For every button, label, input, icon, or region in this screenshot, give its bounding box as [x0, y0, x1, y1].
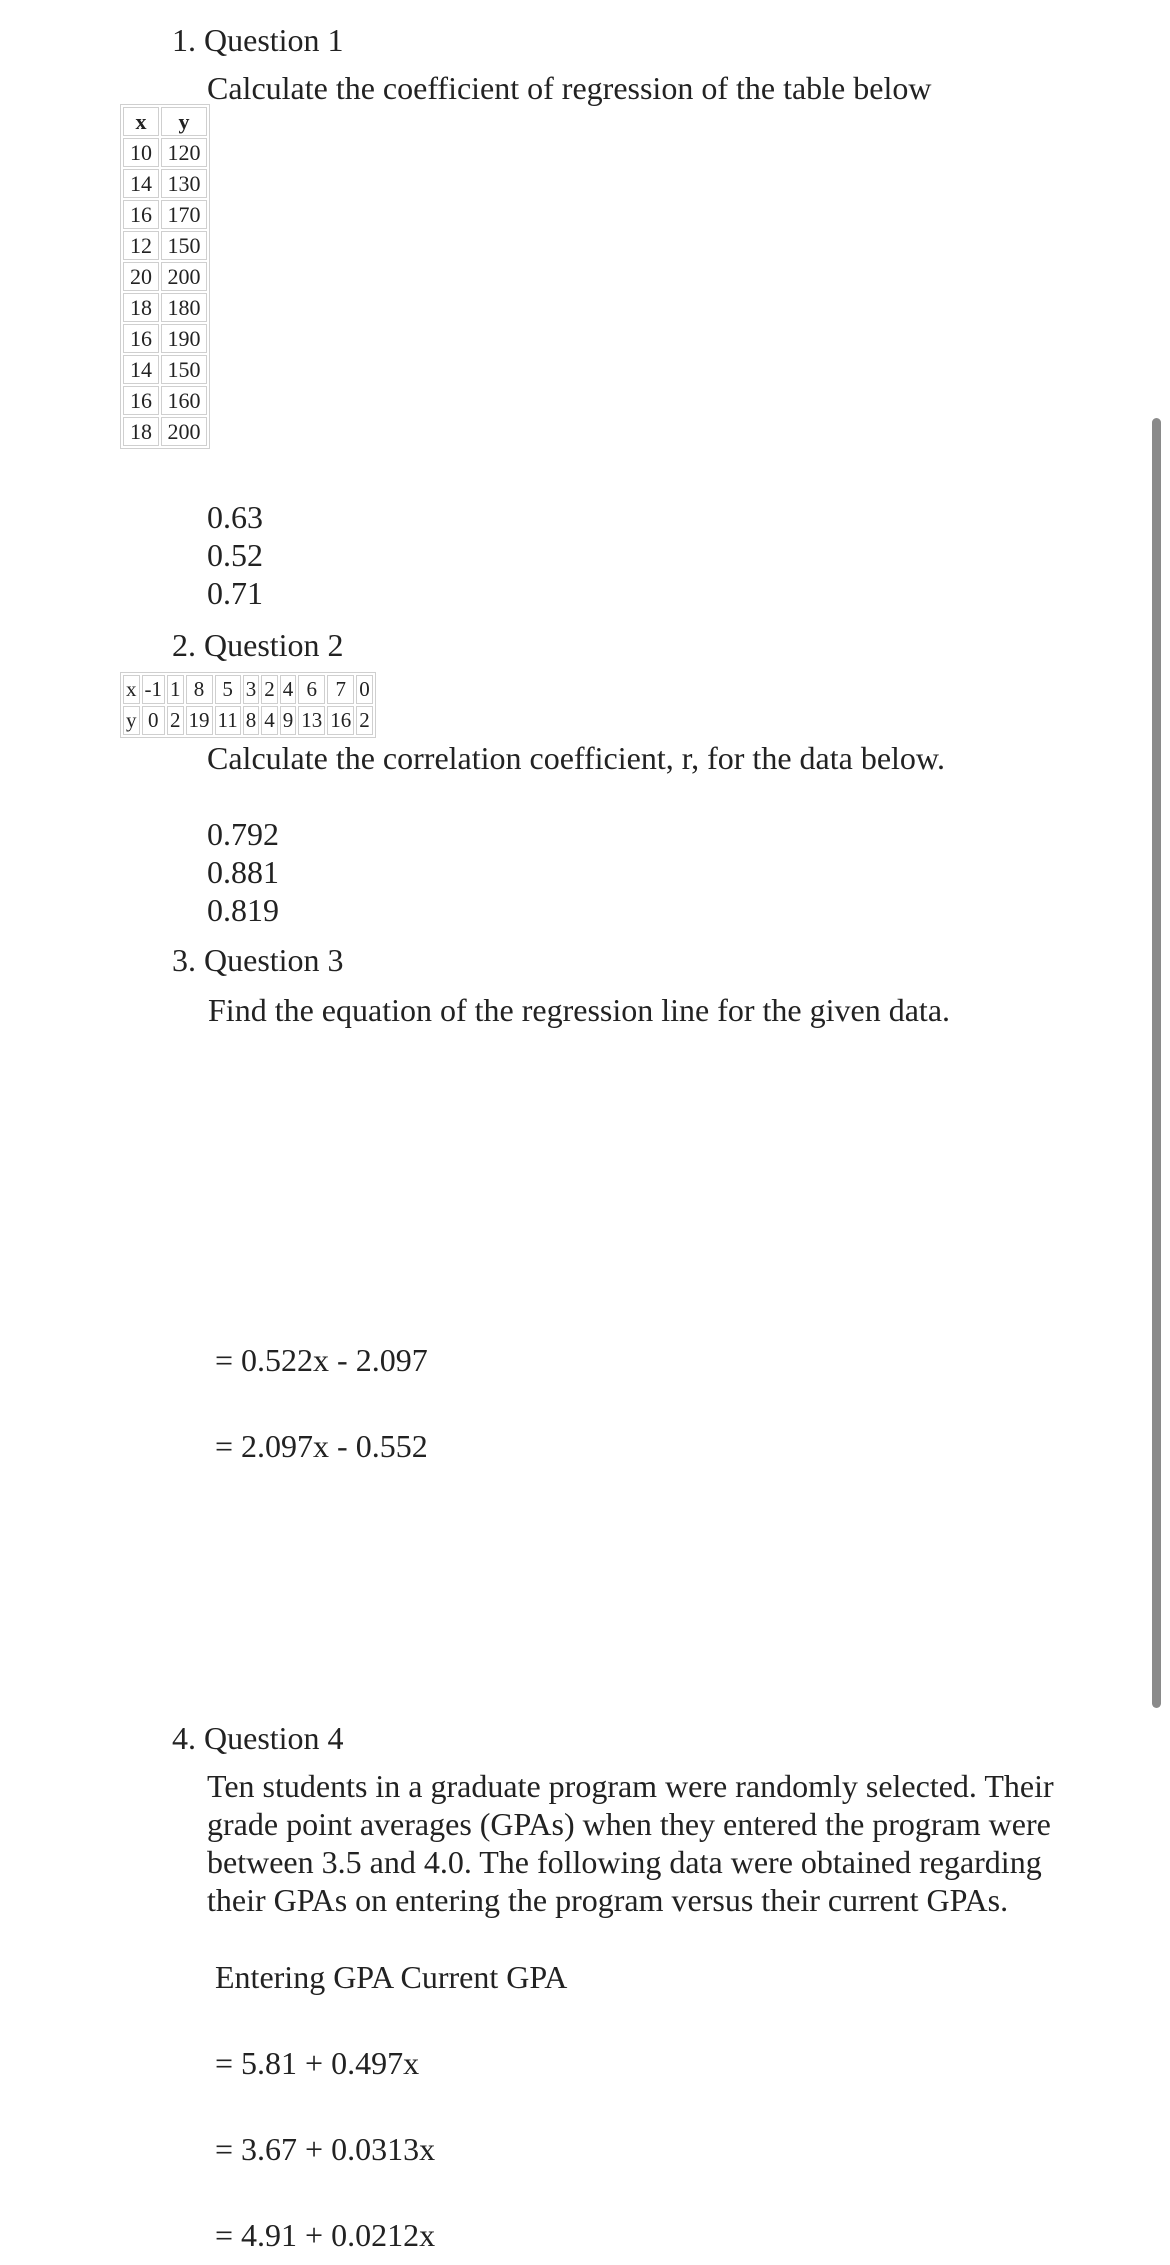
table-row: [123, 262, 207, 291]
cell-y: 4: [261, 706, 278, 735]
cell-y: 2: [167, 706, 184, 735]
question-2-number: 2.: [172, 627, 196, 663]
cell-x: -1: [142, 675, 166, 704]
cell-x: 20: [123, 262, 159, 291]
question-1-table-wrapper: [120, 104, 210, 449]
cell-x: 18: [123, 293, 159, 322]
cell-y: 16: [327, 706, 354, 735]
question-2-title: [172, 625, 344, 665]
vertical-scrollbar[interactable]: [1152, 418, 1161, 1708]
cell-x: 7: [327, 675, 354, 704]
cell-y: 0: [142, 706, 166, 735]
cell-x: 4: [280, 675, 297, 704]
question-4-paragraph: Ten students in a graduate program were randomly selected. Their grade point averages (GPAs) when they entered the program were between 3.5 and 4.0. The following data were obtained regarding their GPAs on entering the program versus their current GPAs.: [207, 1768, 1054, 1918]
question-4-option-3[interactable]: = 4.91 + 0.0212x: [215, 2217, 436, 2253]
question-1-option-2[interactable]: 0.52: [207, 537, 263, 573]
question-2-table: [120, 672, 376, 738]
question-4-title: [172, 1718, 344, 1758]
cell-y: 200: [161, 262, 207, 291]
cell-y: 150: [161, 355, 207, 384]
question-4-table-caption: Entering GPA Current GPA: [215, 1959, 568, 1995]
question-4-option-2[interactable]: = 3.67 + 0.0313x: [215, 2131, 436, 2167]
cell-x: 16: [123, 200, 159, 229]
cell-y: 160: [161, 386, 207, 415]
cell-x: 0: [356, 675, 373, 704]
question-3-prompt: Find the equation of the regression line for the given data.: [208, 992, 951, 1028]
cell-y: 170: [161, 200, 207, 229]
cell-x: 8: [186, 675, 213, 704]
question-3-option-2[interactable]: = 2.097x - 0.552: [215, 1428, 428, 1464]
cell-y: 120: [161, 138, 207, 167]
cell-label: x: [123, 675, 140, 704]
question-3-label: Question 3: [204, 942, 344, 978]
question-2-label: Question 2: [204, 627, 344, 663]
cell-x: 2: [261, 675, 278, 704]
cell-y: 8: [243, 706, 260, 735]
question-1-option-1[interactable]: 0.63: [207, 499, 263, 535]
question-1-table: [120, 104, 210, 449]
question-3-title: [172, 940, 344, 980]
question-1-title: [172, 20, 344, 60]
cell-y: 9: [280, 706, 297, 735]
cell-y: 190: [161, 324, 207, 353]
question-2-prompt: Calculate the correlation coefficient, r, for the data below.: [207, 740, 945, 776]
header-x: x: [123, 107, 159, 136]
cell-x: 14: [123, 169, 159, 198]
question-1-number: 1.: [172, 22, 196, 58]
table-row-x: [123, 675, 373, 704]
cell-y: 11: [215, 706, 241, 735]
table-row: [123, 355, 207, 384]
question-3-number: 3.: [172, 942, 196, 978]
cell-y: 130: [161, 169, 207, 198]
cell-x: 14: [123, 355, 159, 384]
question-2-option-1[interactable]: 0.792: [207, 816, 279, 852]
table-row-y: [123, 706, 373, 735]
table-row: [123, 324, 207, 353]
question-4-option-1[interactable]: = 5.81 + 0.497x: [215, 2045, 420, 2081]
table-row: [123, 293, 207, 322]
cell-y: 180: [161, 293, 207, 322]
cell-y: 13: [298, 706, 325, 735]
cell-x: 16: [123, 386, 159, 415]
question-1-option-3[interactable]: 0.71: [207, 575, 263, 611]
question-4-number: 4.: [172, 1720, 196, 1756]
cell-y: 200: [161, 417, 207, 446]
header-y: y: [161, 107, 207, 136]
cell-x: 3: [243, 675, 260, 704]
cell-y: 2: [356, 706, 373, 735]
question-2-option-3[interactable]: 0.819: [207, 892, 279, 928]
cell-x: 1: [167, 675, 184, 704]
table-row: [123, 417, 207, 446]
cell-label: y: [123, 706, 140, 735]
table-row: [123, 169, 207, 198]
table-row: [123, 200, 207, 229]
cell-x: 16: [123, 324, 159, 353]
cell-x: 18: [123, 417, 159, 446]
cell-y: 150: [161, 231, 207, 260]
question-1-label: Question 1: [204, 22, 344, 58]
question-2-option-2[interactable]: 0.881: [207, 854, 279, 890]
cell-y: 19: [186, 706, 213, 735]
table-row: [123, 386, 207, 415]
table-row: [123, 231, 207, 260]
table-row: [123, 138, 207, 167]
cell-x: 12: [123, 231, 159, 260]
cell-x: 6: [298, 675, 325, 704]
question-3-option-1[interactable]: = 0.522x - 2.097: [215, 1342, 428, 1378]
cell-x: 10: [123, 138, 159, 167]
question-1-prompt: Calculate the coefficient of regression of the table below: [207, 70, 932, 106]
question-2-table-wrapper: [120, 672, 376, 738]
question-4-label: Question 4: [204, 1720, 344, 1756]
cell-x: 5: [215, 675, 241, 704]
question-1-table-header: [123, 107, 207, 136]
